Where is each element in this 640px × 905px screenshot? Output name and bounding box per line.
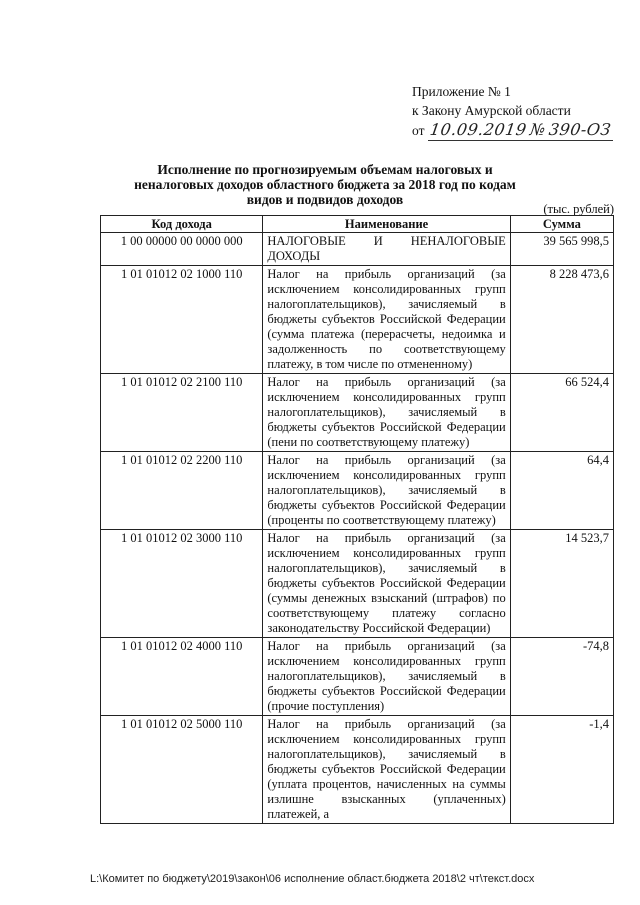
row-sum: 14 523,7 [510,530,613,638]
handwritten-number-sign: № [528,120,547,139]
row-sum: 64,4 [510,452,613,530]
table-row [101,638,614,716]
table-row [101,266,614,374]
document-title: Исполнение по прогнозируемым объемам налоговых и неналоговых доходов областного бюджета за 2018 год по кодам видов и подвидов доходов [134,162,516,207]
row-name: Налог на прибыль организаций (за исключением консолидированных групп налогоплательщиков), зачисляемый в бюджеты субъектов Российской Федерации (прочие поступления) [263,638,510,716]
table-row [101,374,614,452]
header-code: Код дохода [101,216,263,233]
row-name: Налог на прибыль организаций (за исключением консолидированных групп налогоплательщиков), зачисляемый в бюджеты субъектов Российской Федерации (пени по соответствующему платежу) [263,374,510,452]
row-name: Налог на прибыль организаций (за исключением консолидированных групп налогоплательщиков), зачисляемый в бюджеты субъектов Российской Федерации (уплата процентов, начисленных на суммы излишне взысканных (уплаченных) платежей, а [263,716,510,824]
revenue-table [100,215,614,824]
row-sum: 8 228 473,6 [510,266,613,374]
row-code: 1 01 01012 02 2200 110 [101,452,263,530]
table-row [101,233,614,266]
row-code: 1 01 01012 02 2100 110 [101,374,263,452]
handwritten-number: 390-ОЗ [547,120,613,139]
table-row [101,452,614,530]
row-code: 1 01 01012 02 5000 110 [101,716,263,824]
units-label: (тыс. рублей) [543,202,614,216]
table-row [101,530,614,638]
handwritten-date-field [428,120,613,141]
file-path-footer: L:\Комитет по бюджету\2019\закон\06 исполнение област.бюджета 2018\2 чт\текст.docx [90,873,535,885]
row-code: 1 00 00000 00 0000 000 [101,233,263,266]
table-header-row [101,216,614,233]
row-code: 1 01 01012 02 3000 110 [101,530,263,638]
appendix-block [412,82,613,141]
appendix-date-line [412,120,613,141]
appendix-line-1: Приложение № 1 [412,84,511,99]
handwritten-date: 10.09.2019 [428,120,528,139]
row-name: НАЛОГОВЫЕ И НЕНАЛОГОВЫЕ ДОХОДЫ [263,233,510,266]
appendix-line-2: к Закону Амурской области [412,103,571,118]
header-sum: Сумма [510,216,613,233]
row-sum: 39 565 998,5 [510,233,613,266]
row-name: Налог на прибыль организаций (за исключением консолидированных групп налогоплательщиков), зачисляемый в бюджеты субъектов Российской Федерации (суммы денежных взысканий (штрафов) по соответствующему платежу согласно законодательству Российской Федерации) [263,530,510,638]
row-name: Налог на прибыль организаций (за исключением консолидированных групп налогоплательщиков), зачисляемый в бюджеты субъектов Российской Федерации (сумма платежа (перерасчеты, недоимка и задолженность по соответствующему платежу, в том числе по отмененному) [263,266,510,374]
row-code: 1 01 01012 02 4000 110 [101,638,263,716]
row-code: 1 01 01012 02 1000 110 [101,266,263,374]
row-sum: -74,8 [510,638,613,716]
header-name: Наименование [263,216,510,233]
row-name: Налог на прибыль организаций (за исключением консолидированных групп налогоплательщиков), зачисляемый в бюджеты субъектов Российской Федерации (проценты по соответствующему платежу) [263,452,510,530]
row-sum: 66 524,4 [510,374,613,452]
row-sum: -1,4 [510,716,613,824]
appendix-date-prefix: от [412,123,425,138]
table-row [101,716,614,824]
